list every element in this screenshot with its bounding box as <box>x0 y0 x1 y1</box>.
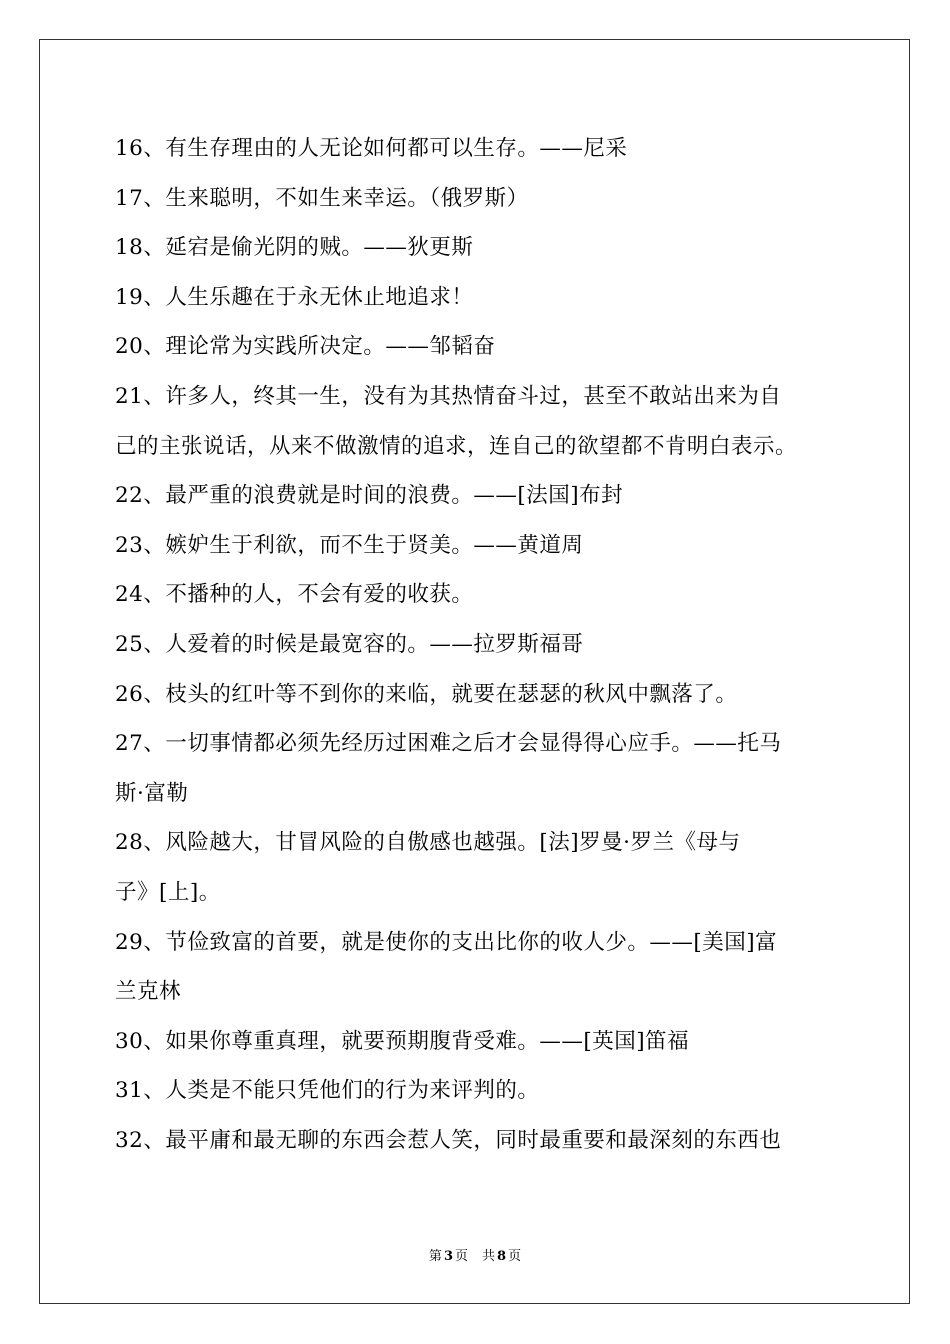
text-line: 24、不播种的人，不会有爱的收获。 <box>115 582 474 608</box>
text-line: 27、一切事情都必须先经历过困难之后才会显得得心应手。——托马 <box>115 731 782 757</box>
text-line: 22、最严重的浪费就是时间的浪费。——[法国]布封 <box>115 483 624 509</box>
text-line: 32、最平庸和最无聊的东西会惹人笑，同时最重要和最深刻的东西也 <box>115 1127 782 1153</box>
text-line: 29、节俭致富的首要，就是使你的支出比你的收人少。——[美国]富 <box>115 929 778 955</box>
text-line: 斯·富勒 <box>115 780 189 806</box>
text-line: 16、有生存理由的人无论如何都可以生存。——尼采 <box>115 136 628 161</box>
total-pages-suffix: 页 <box>508 1249 522 1264</box>
text-line: 17、生来聪明，不如生来幸运。（俄罗斯） <box>115 185 529 211</box>
total-pages-prefix: 共 <box>482 1249 496 1264</box>
text-line: 31、人类是不能只凭他们的行为来评判的。 <box>115 1078 540 1104</box>
text-line: 20、理论常为实践所决定。——邹韬奋 <box>115 334 496 360</box>
text-line: 25、人爱着的时候是最宽容的。——拉罗斯福哥 <box>115 631 584 657</box>
current-page-number: 3 <box>443 1249 453 1264</box>
text-line: 23、嫉妒生于利欲，而不生于贤美。——黄道周 <box>115 532 584 558</box>
text-line: 26、枝头的红叶等不到你的来临，就要在瑟瑟的秋风中飘落了。 <box>115 681 738 707</box>
page-number-suffix: 页 <box>454 1249 468 1264</box>
document-body <box>115 124 845 1165</box>
text-line: 28、风险越大，甘冒风险的自傲感也越强。[法]罗曼·罗兰《母与 <box>115 830 741 856</box>
page-footer <box>0 1248 950 1266</box>
page-number-prefix: 第 <box>428 1249 442 1264</box>
text-line: 子》[上]。 <box>115 879 221 905</box>
text-line: 18、延宕是偷光阴的贼。——狄更斯 <box>115 235 474 261</box>
text-line: 30、如果你尊重真理，就要预期腹背受难。——[英国]笛福 <box>115 1028 690 1054</box>
text-line: 兰克林 <box>115 979 182 1005</box>
text-line: 19、人生乐趣在于永无休止地追求！ <box>115 284 474 310</box>
text-line: 己的主张说话，从来不做激情的追求，连自己的欲望都不肯明白表示。 <box>115 433 798 459</box>
text-line: 21、许多人，终其一生，没有为其热情奋斗过，甚至不敢站出来为自 <box>115 383 782 409</box>
total-page-count: 8 <box>497 1249 507 1264</box>
